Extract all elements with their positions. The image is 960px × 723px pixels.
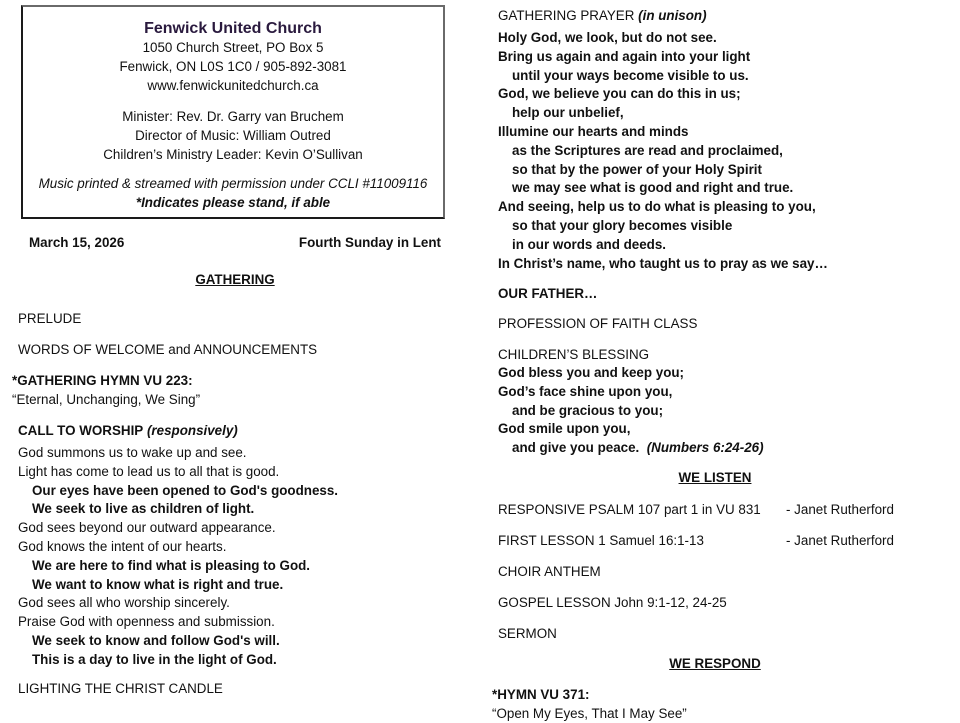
service-date-row <box>29 235 441 250</box>
music-director: Director of Music: William Outred <box>135 128 331 143</box>
prayer-line: in our words and deeds. <box>512 236 667 252</box>
cw-line-response: We are here to find what is pleasing to God. <box>32 557 311 573</box>
cw-line: God sees beyond our outward appearance. <box>18 520 276 536</box>
blessing-line: God’s face shine upon you, <box>498 383 673 399</box>
childrens-blessing-text <box>498 364 764 458</box>
profession-of-faith: PROFESSION OF FAITH CLASS <box>498 316 698 331</box>
gathering-prayer-title: GATHERING PRAYER <box>498 8 635 23</box>
section-heading-we-respond: WE RESPOND <box>669 656 761 671</box>
call-to-worship-heading <box>18 421 238 440</box>
prayer-line: as the Scriptures are read and proclaimed, <box>512 142 783 158</box>
website-link[interactable]: www.fenwickunitedchurch.ca <box>147 78 319 93</box>
section-heading-gathering: GATHERING <box>195 272 275 287</box>
gathering-hymn-title: “Eternal, Unchanging, We Sing” <box>12 392 201 407</box>
prayer-line: so that by the power of your Holy Spirit <box>512 161 762 177</box>
gathering-prayer-text <box>498 29 828 273</box>
prelude: PRELUDE <box>18 311 82 326</box>
prayer-line: In Christ’s name, who taught us to pray as we say… <box>498 255 828 271</box>
call-to-worship-note: (responsively) <box>146 423 238 438</box>
blessing-line: and be gracious to you; <box>512 402 664 418</box>
gathering-prayer-heading <box>498 6 707 25</box>
cw-line: God summons us to wake up and see. <box>18 445 247 460</box>
our-father: OUR FATHER… <box>498 286 598 301</box>
words-of-welcome: WORDS OF WELCOME and ANNOUNCEMENTS <box>18 342 318 357</box>
listen-item-psalm-reader: - Janet Rutherford <box>786 502 894 517</box>
listen-item-gospel: GOSPEL LESSON John 9:1-12, 24-25 <box>498 595 727 610</box>
service-occasion: Fourth Sunday in Lent <box>298 235 441 250</box>
service-date: March 15, 2026 <box>29 235 125 250</box>
gathering-hymn-label: *GATHERING HYMN VU 223: <box>12 373 193 388</box>
listen-item-choir-anthem: CHOIR ANTHEM <box>498 564 601 579</box>
cw-line-response: We want to know what is right and true. <box>32 576 284 592</box>
staff-list <box>23 107 443 164</box>
prayer-line: so that your glory becomes visible <box>512 217 733 233</box>
listen-item-sermon: SERMON <box>498 626 557 641</box>
ccli-notice: Music printed & streamed with permission under CCLI #11009116 <box>38 176 428 191</box>
blessing-reference: (Numbers 6:24-26) <box>646 440 764 456</box>
respond-hymn-title: “Open My Eyes, That I May See” <box>492 706 687 721</box>
church-name: Fenwick United Church <box>144 20 322 37</box>
blessing-line-last <box>498 439 764 458</box>
listen-item-first-lesson: FIRST LESSON 1 Samuel 16:1-13 <box>498 533 704 548</box>
call-to-worship-title: CALL TO WORSHIP <box>18 423 144 438</box>
address-line-2: Fenwick, ON L0S 1C0 / 905-892-3081 <box>119 59 347 74</box>
prayer-line: Bring us again and again into your light <box>498 48 751 64</box>
blessing-line: God smile upon you, <box>498 421 631 437</box>
cw-line: Praise God with openness and submission. <box>18 614 275 630</box>
cw-line: God knows the intent of our hearts. <box>18 538 227 554</box>
listen-item-psalm: RESPONSIVE PSALM 107 part 1 in VU 831 <box>498 502 761 517</box>
blessing-line: and give you peace. <box>512 440 640 456</box>
childrens-blessing-title: CHILDREN’S BLESSING <box>498 347 650 362</box>
prayer-line: until your ways become visible to us. <box>512 67 749 83</box>
section-heading-we-listen: WE LISTEN <box>678 470 752 485</box>
cw-line-response: We seek to live as children of light. <box>32 501 255 517</box>
prayer-line: help our unbelief, <box>512 105 624 121</box>
cw-line-response: Our eyes have been opened to God's goodness. <box>32 482 339 498</box>
prayer-line: And seeing, help us to do what is pleasing to you, <box>498 199 816 215</box>
call-to-worship-text <box>18 444 338 670</box>
cw-line-response: We seek to know and follow God's will. <box>32 632 280 648</box>
listen-item-first-lesson-reader: - Janet Rutherford <box>786 533 894 548</box>
prayer-line: we may see what is good and right and true. <box>512 180 794 196</box>
childrens-leader: Children’s Ministry Leader: Kevin O’Sullivan <box>103 147 363 162</box>
blessing-line: God bless you and keep you; <box>498 365 685 380</box>
prayer-line: Illumine our hearts and minds <box>498 123 689 139</box>
cw-line: Light has come to lead us to all that is good. <box>18 463 280 479</box>
respond-hymn-label: *HYMN VU 371: <box>492 687 590 702</box>
gathering-prayer-note: (in unison) <box>638 8 707 23</box>
prayer-line: Holy God, we look, but do not see. <box>498 30 717 45</box>
stand-note: *Indicates please stand, if able <box>135 195 331 210</box>
cw-line-response: This is a day to live in the light of God. <box>32 651 277 667</box>
lighting-christ-candle: LIGHTING THE CHRIST CANDLE <box>18 681 223 696</box>
church-info-box <box>21 5 445 219</box>
minister: Minister: Rev. Dr. Garry van Bruchem <box>122 109 344 124</box>
cw-line: God sees all who worship sincerely. <box>18 595 230 611</box>
prayer-line: God, we believe you can do this in us; <box>498 86 741 102</box>
address-line-1: 1050 Church Street, PO Box 5 <box>142 40 324 55</box>
